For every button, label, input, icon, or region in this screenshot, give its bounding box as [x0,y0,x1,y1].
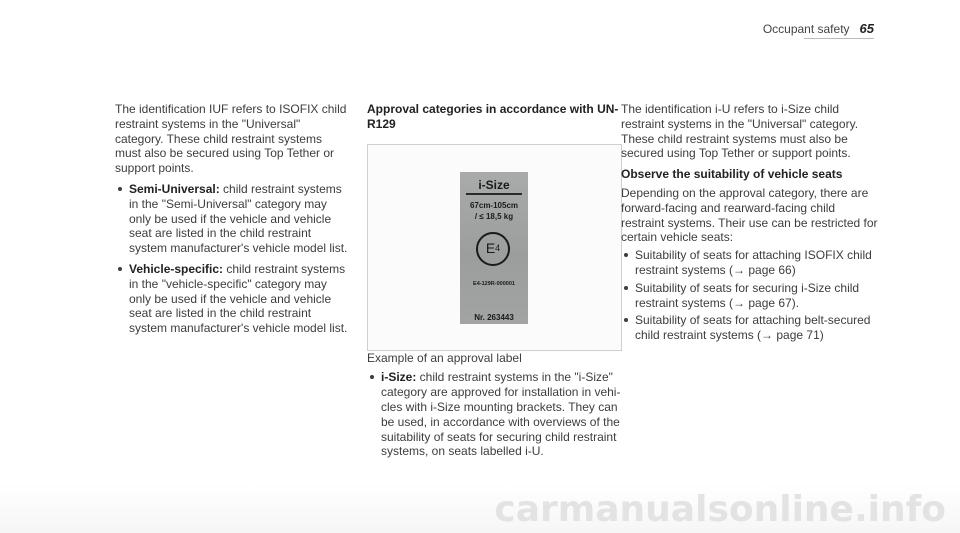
term-vehicle-specific: Vehicle-specific: [129,261,224,276]
emark-number: 4 [495,243,501,254]
plate-brand: i-Size [478,177,510,192]
plate-height-range: 67cm-105cm [469,200,519,210]
section-heading: Approval categories in accordance with UN-R129 [367,102,619,131]
suitability-list [621,248,881,343]
isize-list [367,370,622,459]
page-number: 65 [859,21,874,36]
list-item: Suitability of seats for attaching ISOFIX child restraint systems (→ page 66) [621,248,881,278]
list-item: Suitability of seats for attaching belt-secured child restraint systems (→ page 71) [621,313,881,343]
plate-weight-limit: / ≤ 18,5 kg [474,211,514,221]
approval-label-plate [460,172,528,324]
category-list [115,182,351,336]
term-semi-universal: Semi-Universal: [129,181,220,196]
item-text: child restraint systems in the "vehicle-specific" category may only be used if the vehicle and vehicle seat are listed in the child restraint system manufacturer's vehicle model list. [129,261,348,336]
list-item: Suitability of seats for securing i-Size child restraint systems (→ page 67). [621,281,881,311]
middle-column [367,102,622,459]
approval-label-figure [367,144,622,351]
plate-serial: Nr. 263443 [474,312,514,322]
emark-letter: E [485,240,496,257]
figure-caption: Example of an approval label [367,350,522,365]
left-column [115,102,351,336]
section-title: Occupant safety [762,22,850,36]
list-item [115,262,351,336]
item-text: child restraint systems in the "i-Size" category are approved for installation in vehi-cles with i-Size mounting brackets. They can be used, in accordance with overviews of the suitability of seats for securing child restraint systems, on seats labelled i-U. [381,370,621,459]
watermark: carmanualsonline.info [494,489,946,530]
list-item [367,370,622,459]
suitability-text: Depending on the approval category, there are forward-facing and rearward-facing child restraint systems. Their use can be restricted for certain vehicle seats: [621,185,878,245]
e-mark-icon [476,232,510,266]
term-i-size: i-Size: [381,370,417,385]
iuf-intro: The identification IUF refers to ISOFIX child restraint systems in the "Universal" category. These child restraint systems must also be secured using Top Tether or support points. [115,102,347,176]
right-column [621,102,881,343]
plate-approval-number: E4-129R-000001 [473,280,515,287]
plate-divider [466,193,522,195]
watermark-band [0,463,960,533]
iu-intro: The identification i-U refers to i-Size child restraint systems in the "Universal" category. These child restraint systems must also be secured using Top Tether or support points. [621,102,859,161]
list-item [115,182,351,256]
item-text: child restraint systems in the "Semi-Universal" category may only be used if the vehicle and vehicle seat are listed in the child restraint system manufacturer's vehicle model list. [129,181,348,256]
header-rule [804,38,874,39]
page-header [763,21,874,36]
section-heading: Observe the suitability of vehicle seats [621,167,843,182]
